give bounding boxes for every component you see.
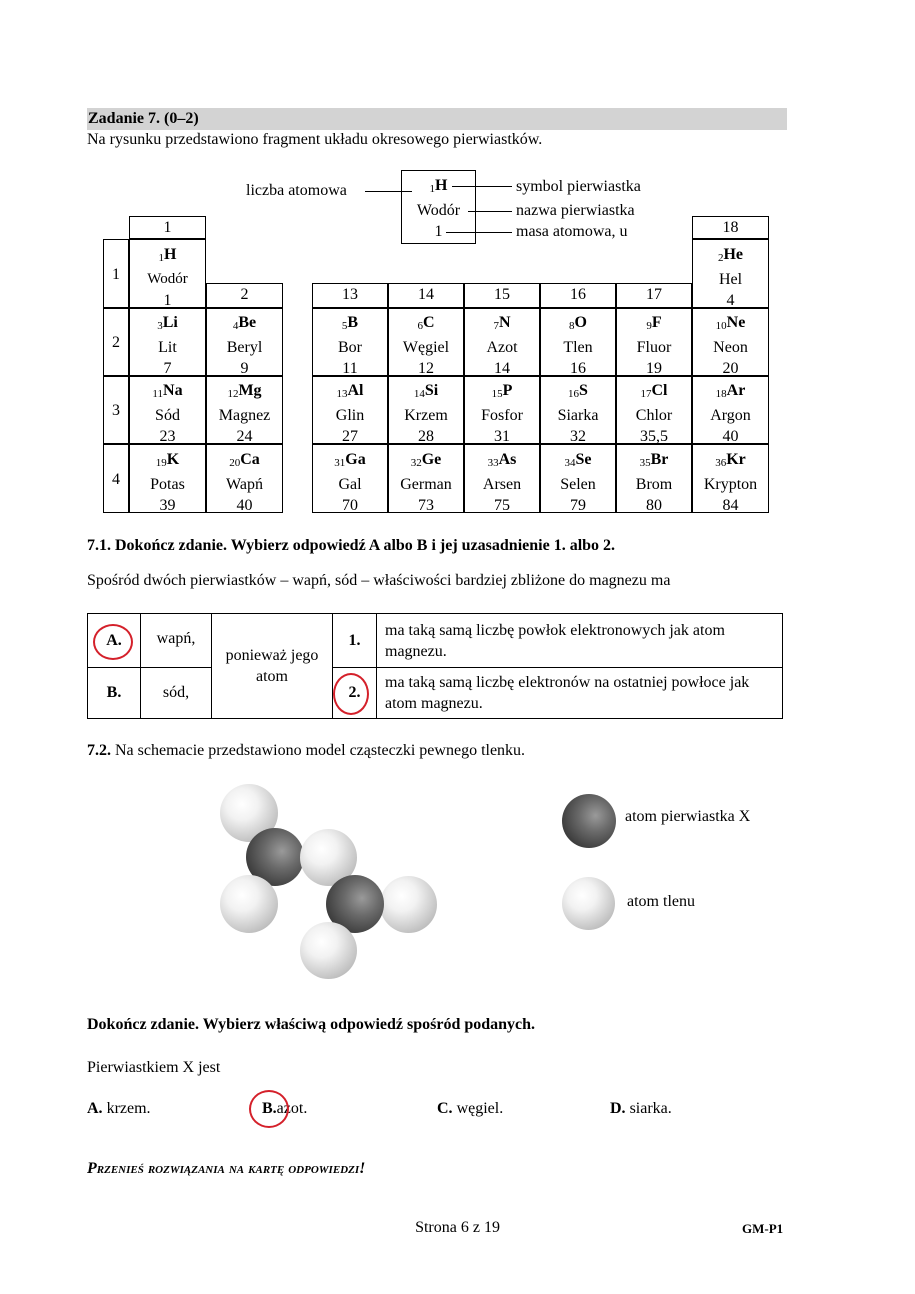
option-1[interactable]: 1. [333,614,377,668]
element-cell-Kr: 36Kr Krypton 84 [692,444,769,513]
element-cell-Al: 13Al Glin 27 [312,376,388,444]
group-header: 18 [692,216,769,239]
legend-label-symbol: symbol pierwiastka [516,178,641,195]
element-cell-He: 2He Hel 4 [692,239,769,308]
group-header: 1 [129,216,206,239]
q72-stem: Pierwiastkiem X jest [87,1059,221,1076]
reason-2: ma taką samą liczbę elektronów na ostatniej powłoce jak atom magnezu. [377,668,783,719]
option-b[interactable]: B.azot. [262,1100,308,1117]
option-c[interactable]: C. węgiel. [437,1100,504,1117]
element-cell-Be: 4Be Beryl 9 [206,308,283,376]
q71-answer-table [87,613,783,719]
group-header: 16 [540,283,616,308]
page-number: Strona 6 z 19 [415,1219,500,1236]
answer-mark-circle [333,673,369,715]
option-a[interactable]: A. [88,614,141,668]
group-header: 15 [464,283,540,308]
q72-intro: 7.2. Na schemacie przedstawiono model cząsteczki pewnego tlenku. [87,742,526,759]
leader-line [452,186,512,187]
legend-x-atom [562,794,616,848]
oxygen-atom [380,876,437,933]
element-cell-B: 5B Bor 11 [312,308,388,376]
exam-code: GM-P1 [742,1221,784,1236]
period-label: 4 [103,444,129,513]
q71-text: Spośród dwóch pierwiastków – wapń, sód – właściwości bardziej zbliżone do magnezu ma [87,572,671,589]
q72-instruction: Dokończ zdanie. Wybierz właściwą odpowiedź spośród podanych. [87,1016,536,1033]
element-cell-As: 33As Arsen 75 [464,444,540,513]
group-header: 2 [206,283,283,308]
oxygen-atom [220,875,278,933]
option-2[interactable]: 2. [333,668,377,719]
task-intro: Na rysunku przedstawiono fragment układu okresowego pierwiastków. [87,131,543,148]
answer-mark-circle [249,1090,289,1128]
option-b-value: sód, [141,668,212,719]
element-cell-Cl: 17Cl Chlor 35,5 [616,376,692,444]
option-a-value: wapń, [141,614,212,668]
element-cell-Ga: 31Ga Gal 70 [312,444,388,513]
element-cell-F: 9F Fluor 19 [616,308,692,376]
option-b[interactable]: B. [88,668,141,719]
q71-title: 7.1. Dokończ zdanie. Wybierz odpowiedź A albo B i jej uzasadnienie 1. albo 2. [87,537,616,554]
element-cell-Se: 34Se Selen 79 [540,444,616,513]
leader-line [468,211,512,212]
because-cell: ponieważ jego atom [212,614,333,719]
element-cell-C: 6C Węgiel 12 [388,308,464,376]
legend-mass: 1 [434,223,443,240]
legend-x-label: atom pierwiastka X [625,808,751,825]
legend-name: Wodór [416,202,461,219]
element-cell-H: 1H Wodór 1 [129,239,206,308]
option-d[interactable]: D. siarka. [610,1100,672,1117]
legend-symbol: H [435,177,448,194]
period-label: 2 [103,308,129,376]
oxygen-atom [300,922,357,979]
period-label: 3 [103,376,129,444]
period-label: 1 [103,239,129,308]
element-cell-Ne: 10Ne Neon 20 [692,308,769,376]
legend-label-atomic-number: liczba atomowa [246,182,347,199]
element-cell-Br: 35Br Brom 80 [616,444,692,513]
element-cell-Ca: 20Ca Wapń 40 [206,444,283,513]
reason-1: ma taką samą liczbę powłok elektronowych jak atom magnezu. [377,614,783,668]
legend-oxygen-atom [562,877,615,930]
task-header: Zadanie 7. (0–2) [87,108,787,130]
leader-line [446,232,512,233]
element-cell-Na: 11Na Sód 23 [129,376,206,444]
element-cell-Ge: 32Ge German 73 [388,444,464,513]
legend-label-name: nazwa pierwiastka [516,202,635,219]
element-cell-N: 7N Azot 14 [464,308,540,376]
element-cell-K: 19K Potas 39 [129,444,206,513]
element-cell-P: 15P Fosfor 31 [464,376,540,444]
legend-label-mass: masa atomowa, u [516,223,628,240]
legend-z: 1 [429,183,436,195]
footer-note: Przenieś rozwiązania na kartę odpowiedzi! [87,1160,366,1177]
answer-mark-circle [93,624,133,660]
option-a[interactable]: A. krzem. [87,1100,151,1117]
legend-oxygen-label: atom tlenu [627,893,695,910]
element-cell-S: 16S Siarka 32 [540,376,616,444]
element-cell-Si: 14Si Krzem 28 [388,376,464,444]
group-header: 14 [388,283,464,308]
element-cell-Mg: 12Mg Magnez 24 [206,376,283,444]
element-cell-O: 8O Tlen 16 [540,308,616,376]
group-header: 13 [312,283,388,308]
element-cell-Ar: 18Ar Argon 40 [692,376,769,444]
group-header: 17 [616,283,692,308]
element-cell-Li: 3Li Lit 7 [129,308,206,376]
